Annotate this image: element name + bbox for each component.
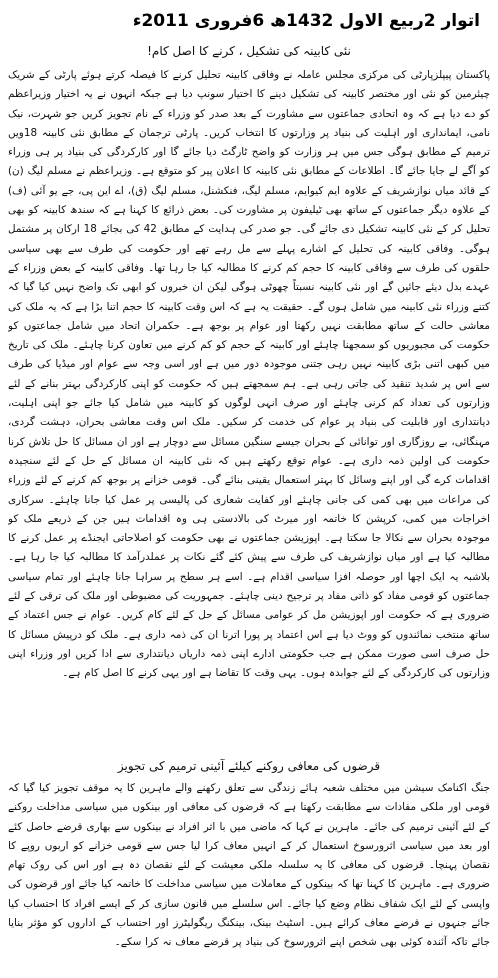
date-line: اتوار 2ربیع الاول 1432ھ 6فروری 2011ء: [132, 11, 480, 31]
editorial-1-body: پاکستان پیپلزپارٹی کی مرکزی مجلس عاملہ نے وفاقی کابینہ تحلیل کرنے کا فیصلہ کرتے ہوئے پارٹی کے شریک چیئرمین کو نئی اور مختصر کابینہ کی تشکیل دینے کا اختیار سونپ دیا ہے جبکہ انہوں نے یہ اختیار وزیراعظم کو دے دیا ہے کہ وہ اتحادی جماعتوں سے مشاورت کے بعد صدر کو وزراء کے نام تجویز کریں جو شہرت، نیک نامی، ایمانداری اور اہلیت کی بنیاد پر وزارتوں کا انتخاب کریں۔ پارٹی ترجمان کے مطابق نئی کابینہ 18ویں ترمیم کے مطابق ہوگی جس میں ہر وزارت کو واضح ٹارگٹ دیا جائے گا اور کارکردگی کی بنیاد پر ہی وزراء کو آگے لے جایا جائے گا۔ اطلاعات کے مطابق نئی کابینہ کا اعلان پیر کو متوقع ہے۔ وزیراعظم نے مسلم لیگ (ن) کے قائد میاں نوازشریف کے علاوہ ایم کیوایم، مسلم لیگ، فنکشنل، مسلم لیگ (ق)، اے این پی، جے یو آئی (ف) کے علاوہ دیگر جماعتوں کے ساتھ بھی ٹیلیفون پر مشاورت کی۔ بعض ذرائع کا کہنا ہے کہ سندھ کابینہ کو بھی تحلیل کر کے نئی کابینہ تشکیل دی جائے گی۔ جو صدر کی ہدایت کے مطابق 42 کی بجائے 18 ارکان پر مشتمل ہوگی۔ وفاقی کابینہ کی تحلیل کے اشارے پہلے سے مل رہے تھے اور حکومت کی طرف سے بھی سیاسی حلقوں کی طرف سے وفاقی کابینہ کا حجم کم کرنے کا مطالبہ کیا جا رہا تھا۔ وفاقی کابینہ کے بعض وزراء کے عہدے بدل دیئے جائیں گے اور نئی کابینہ نسبتاً چھوٹی ہوگی لیکن ان خبروں کو ابھی تک واضح نہیں کیا گیا کہ کتنے وزراء نئی کابینہ میں شامل ہوں گے۔ حقیقت یہ ہے کہ اس وقت کابینہ کا حجم اتنا بڑا ہے کہ یہ ملک کی معاشی حالت کے ساتھ مطابقت نہیں رکھتا اور عوام پر بوجھ ہے۔ حکمران اتحاد میں شامل جماعتوں کو حکومت کی مجبوریوں کو سمجھنا چاہئے اور کابینہ کے حجم کو کم کرنے میں تعاون کرنا چاہئے۔ ملک کی تاریخ میں کبھی اتنی بڑی کابینہ نہیں رہی جتنی موجودہ دور میں ہے اور اسی وجہ سے عوام اور میڈیا کی طرف سے اس پر شدید تنقید کی جاتی رہی ہے۔ ہم سمجھتے ہیں کہ حکومت کو اپنی کارکردگی بہتر بنانے کے لئے وزارتوں کی تعداد کم کرنی چاہئے اور صرف انہی لوگوں کو کابینہ میں شامل کیا جائے جو اپنی اہلیت، دیانتداری اور قابلیت کی بنیاد پر عوام کی خدمت کر سکیں۔ ملک اس وقت معاشی بحران، دہشت گردی، مہنگائی، بے روزگاری اور توانائی کے بحران جیسے سنگین مسائل سے دوچار ہے اور ان مسائل کا حل تلاش کرنا حکومت کی اولین ذمہ داری ہے۔ عوام توقع رکھتے ہیں کہ نئی کابینہ ان مسائل کے حل کے لئے سنجیدہ اقدامات کرے گی اور اپنے وسائل کا بہتر استعمال یقینی بنائے گی۔ قومی خزانے پر بوجھ کم کرنے کے لئے وزراء کی مراعات میں بھی کمی کی جانی چاہئے اور کفایت شعاری کی پالیسی پر عمل کیا جانا چاہئے۔ سرکاری اخراجات میں کمی، کرپشن کا خاتمہ اور میرٹ کی بالادستی ہی وہ اقدامات ہیں جن کے ذریعے ملک کو موجودہ بحران سے نکالا جا سکتا ہے۔ اپوزیشن جماعتوں نے بھی حکومت کو اصلاحاتی ایجنڈے پر عمل کرنے کا مطالبہ کیا ہے اور میاں نوازشریف کی طرف سے پیش کئے گئے نکات پر عملدرآمد کا مطالبہ کیا جا رہا ہے۔ بلاشبہ یہ ایک اچھا اور حوصلہ افزا سیاسی اقدام ہے۔ اسے ہر سطح پر سراہا جانا چاہئے اور تمام سیاسی جماعتوں کو قومی مفاد کو ذاتی مفاد پر ترجیح دینی چاہئے۔ جمہوریت کی مضبوطی اور ملک کی ترقی کے لئے ضروری ہے کہ حکومت اور اپوزیشن مل کر عوامی مسائل کے حل کے لئے کام کریں۔ عوام نے جس اعتماد کے ساتھ منتخب نمائندوں کو ووٹ دیا ہے اس اعتماد پر پورا اترنا ان کی ذمہ داری ہے۔ ملک کو درپیش مسائل کا حل صرف اسی صورت ممکن ہے جب حکومتی ادارے اپنی ذمہ داریاں دیانتداری سے ادا کریں اور وزراء اپنی وزارتوں کی کارکردگی کے لئے جوابدہ ہوں۔ یہی وقت کا تقاضا ہے اور یہی کرنے کا اصل کام ہے۔: [8, 69, 490, 680]
editorial-1-section: [8, 66, 490, 711]
editorial-2-section: [8, 779, 490, 978]
masthead: [8, 6, 490, 36]
editorial-1-headline: نئی کابینہ کی تشکیل ، کرنے کا اصل کام!: [147, 44, 351, 58]
editorial-2-body: جنگ اکنامک سیشن میں مختلف شعبہ ہائے زندگی سے تعلق رکھنے والے ماہرین کا یہ موقف تجویز کیا گیا کہ قومی اور ملکی مفادات سے مطابقت رکھتا ہے کہ قرضوں کی معافی اور بینکوں میں سیاسی مداخلت روکنے کے لئے آئینی ترمیم کی جائے۔ ماہرین نے کہا کہ ماضی میں با اثر افراد نے بینکوں سے بھاری قرضے حاصل کئے اور بعد میں سیاسی اثرورسوخ استعمال کر کے انہیں معاف کرا لیا جس سے قومی خزانے کو اربوں روپے کا نقصان پہنچا۔ قرضوں کی معافی کا یہ سلسلہ ملکی معیشت کے لئے نقصان دہ ہے اور اس کی روک تھام ضروری ہے۔ ماہرین کا کہنا تھا کہ بینکوں کے معاملات میں سیاسی مداخلت کا خاتمہ کیا جائے اور قرضوں کی واپسی کے لئے ایک شفاف نظام وضع کیا جائے۔ اس سلسلے میں قانون سازی کر کے ایسے افراد کا احتساب کیا جائے جنہوں نے قرضے معاف کرائے ہیں۔ اسٹیٹ بینک، بینکنگ ریگولیٹرز اور احتساب کے اداروں کو مؤثر بنایا جائے تاکہ آئندہ کوئی بھی شخص اپنے اثرورسوخ کی بنیاد پر قرضے معاف نہ کرا سکے۔: [8, 782, 490, 949]
section-gap: [8, 711, 490, 759]
editorial-2-headline: قرضوں کی معافی روکنے کیلئے آئینی ترمیم کی تجویز: [117, 759, 381, 773]
